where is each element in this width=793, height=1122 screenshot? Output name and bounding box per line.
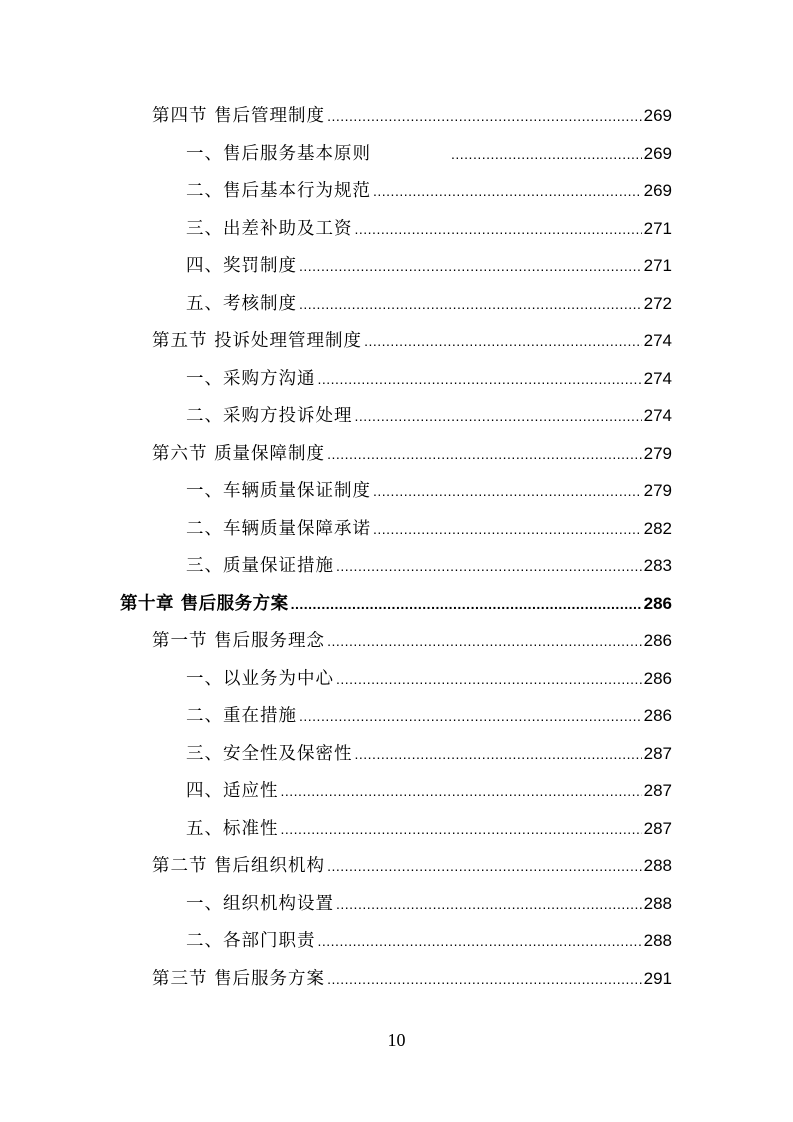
dot-leader: [281, 818, 642, 840]
toc-entry-page: 287: [643, 818, 672, 838]
toc-entry-page: 287: [643, 743, 672, 763]
toc-entry-item[interactable]: [186, 364, 672, 390]
toc-entry-item[interactable]: [186, 289, 672, 315]
dot-leader: [327, 443, 642, 465]
toc-entry-title: 一、采购方沟通: [186, 368, 316, 389]
dot-leader: [373, 180, 642, 202]
toc-entry-item[interactable]: [186, 214, 672, 240]
dot-leader: [299, 255, 642, 277]
dot-leader: [451, 143, 642, 165]
toc-entry-section[interactable]: [152, 851, 672, 877]
toc-entry-page: 269: [643, 181, 672, 200]
toc-entry-page: 288: [643, 856, 672, 875]
dot-leader: [299, 705, 642, 727]
dot-leader: [299, 293, 642, 315]
toc-entry-page: 288: [643, 931, 672, 950]
toc-entry-section[interactable]: [152, 326, 672, 352]
toc-entry-title: 二、重在措施: [186, 706, 297, 726]
toc-entry-page: 291: [643, 968, 672, 988]
toc-entry-item[interactable]: [186, 401, 672, 427]
toc-entry-title: 一、以业务为中心: [186, 668, 334, 689]
toc-entry-page: 279: [643, 481, 672, 500]
dot-leader: [355, 405, 642, 427]
dot-leader: [364, 330, 642, 352]
toc-entry-page: 283: [643, 556, 672, 575]
toc-entry-title: 第十章 售后服务方案: [120, 593, 289, 614]
toc-entry-title: 第三节 售后服务方案: [152, 968, 326, 989]
dot-leader: [291, 593, 642, 615]
dot-leader: [318, 930, 642, 952]
toc-entry-title: 一、车辆质量保证制度: [186, 481, 371, 501]
toc-entry-page: 269: [643, 143, 672, 163]
toc-entry-page: 269: [643, 106, 672, 125]
toc-entry-item[interactable]: [186, 551, 672, 577]
toc-entry-item[interactable]: [186, 514, 672, 540]
toc-entry-title: 三、质量保证措施: [186, 556, 334, 576]
toc-entry-page: 286: [643, 668, 672, 688]
toc-entry-item[interactable]: [186, 251, 672, 277]
toc-entry-chapter[interactable]: [120, 589, 672, 615]
page-number: 10: [387, 1030, 406, 1050]
toc-entry-title: 第五节 投诉处理管理制度: [152, 331, 363, 351]
toc-entry-title: 五、标准性: [186, 818, 279, 839]
toc-entry-page: 274: [643, 331, 672, 350]
toc-entry-page: 282: [643, 518, 672, 538]
dot-leader: [327, 630, 642, 652]
toc-entry-item[interactable]: [186, 926, 672, 952]
toc-entry-page: 272: [643, 293, 672, 313]
toc-entry-title: 四、适应性: [186, 781, 279, 801]
toc-entry-title: 五、考核制度: [186, 293, 297, 314]
dot-leader: [336, 555, 642, 577]
toc-entry-title: 第六节 质量保障制度: [152, 443, 326, 464]
toc-entry-page: 286: [643, 593, 672, 613]
toc-entry-page: 271: [643, 256, 672, 275]
dot-leader: [318, 368, 642, 390]
toc-entry-page: 288: [643, 893, 672, 913]
dot-leader: [355, 218, 642, 240]
toc-entry-section[interactable]: [152, 964, 672, 990]
dot-leader: [355, 743, 642, 765]
dot-leader: [327, 105, 642, 127]
toc-entry-page: 279: [643, 443, 672, 463]
toc-entry-item[interactable]: [186, 139, 672, 165]
toc-entry-page: 286: [643, 631, 672, 650]
toc-entry-item[interactable]: [186, 476, 672, 502]
toc-entry-title: 二、各部门职责: [186, 931, 316, 951]
toc-entry-title: 二、车辆质量保障承诺: [186, 518, 371, 539]
toc-entry-item[interactable]: [186, 776, 672, 802]
dot-leader: [327, 855, 642, 877]
dot-leader: [327, 968, 642, 990]
toc-entry-title: 三、出差补助及工资: [186, 218, 353, 239]
toc-entry-title: 一、售后服务基本原则: [186, 143, 371, 164]
dot-leader: [281, 780, 642, 802]
toc-entry-item[interactable]: [186, 664, 672, 690]
toc-entry-title: 二、售后基本行为规范: [186, 181, 371, 201]
toc-entry-title: 一、组织机构设置: [186, 893, 334, 914]
toc-entry-item[interactable]: [186, 739, 672, 765]
toc-entry-section[interactable]: [152, 439, 672, 465]
dot-leader: [336, 668, 642, 690]
toc-entry-page: 274: [643, 368, 672, 388]
toc-entry-item[interactable]: [186, 176, 672, 202]
toc-entry-title: 二、采购方投诉处理: [186, 406, 353, 426]
toc-entry-title: 三、安全性及保密性: [186, 743, 353, 764]
toc-entry-page: 287: [643, 781, 672, 800]
toc-entry-page: 274: [643, 406, 672, 425]
toc-entry-section[interactable]: [152, 101, 672, 127]
toc-entry-item[interactable]: [186, 701, 672, 727]
toc-entry-item[interactable]: [186, 814, 672, 840]
toc-entry-page: 271: [643, 218, 672, 238]
toc-entry-title: 第一节 售后服务理念: [152, 631, 326, 651]
dot-leader: [373, 518, 642, 540]
toc-entry-page: 286: [643, 706, 672, 725]
toc-entry-title: 第二节 售后组织机构: [152, 856, 326, 876]
toc-entry-title: 四、奖罚制度: [186, 256, 297, 276]
dot-leader: [336, 893, 642, 915]
toc-entry-item[interactable]: [186, 889, 672, 915]
toc-entry-title: 第四节 售后管理制度: [152, 106, 326, 126]
toc-entry-section[interactable]: [152, 626, 672, 652]
dot-leader: [373, 480, 642, 502]
